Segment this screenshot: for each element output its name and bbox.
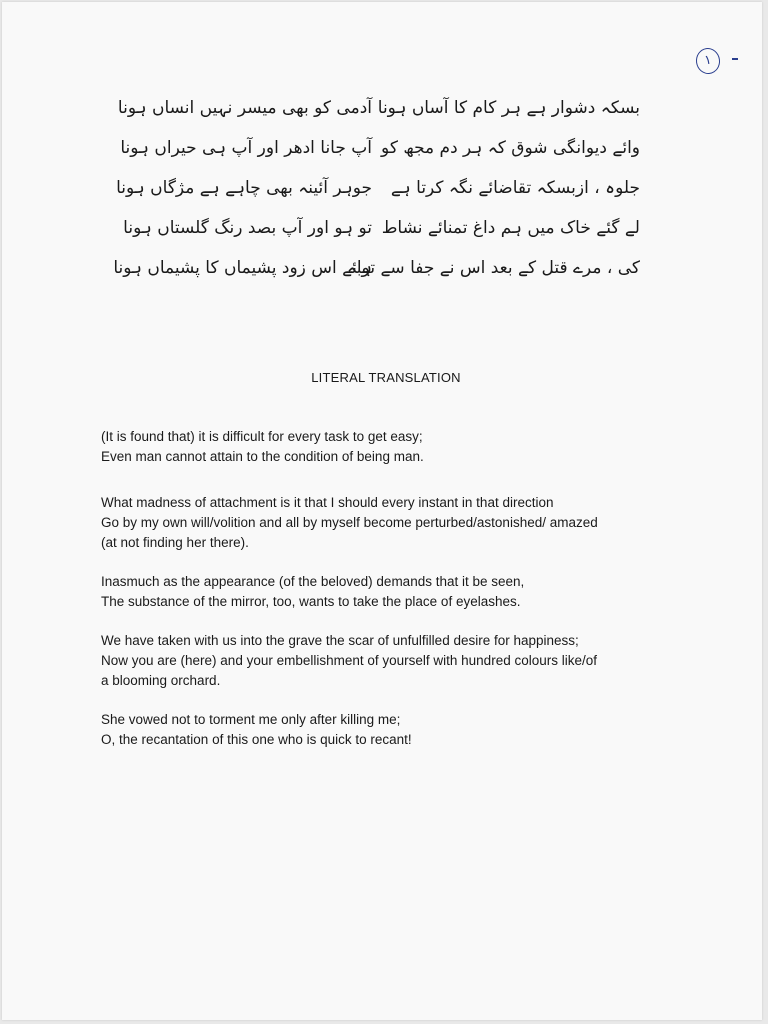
translation-line: a blooming orchard.	[101, 673, 221, 688]
urdu-line: کی ، مرے قتل کے بعد اس نے جفا سے توبہ	[346, 258, 640, 278]
urdu-line: آدمی کو بھی میسر نہیں انساں ہونا	[117, 98, 372, 118]
urdu-line: تو ہو اور آپ بصد رنگ گلستاں ہونا	[123, 218, 372, 238]
urdu-line: لے گئے خاک میں ہم داغ تمنائے نشاط	[381, 218, 640, 238]
translation-line: We have taken with us into the grave the scar of unfulfilled desire for happiness;	[101, 633, 579, 648]
document-page	[2, 2, 762, 1020]
translation-line: She vowed not to torment me only after killing me;	[101, 712, 401, 727]
translation-line: Inasmuch as the appearance (of the beloved) demands that it be seen,	[101, 574, 525, 589]
urdu-line: آپ جانا ادھر اور آپ ہی حیراں ہونا	[120, 138, 372, 158]
translation-line: O, the recantation of this one who is quick to recant!	[101, 732, 412, 747]
urdu-line: جوہر آئینہ بھی چاہے ہے مژگاں ہونا	[116, 178, 372, 198]
translation-line: What madness of attachment is it that I should every instant in that direction	[101, 495, 554, 510]
translation-stanza	[101, 572, 701, 612]
translation-line: Now you are (here) and your embellishment of yourself with hundred colours like/of	[101, 653, 597, 668]
page-number-circle: ١	[694, 46, 721, 75]
urdu-line: جلوہ ، ازبسکہ تقاضائے نگہ کرتا ہے	[390, 178, 640, 198]
urdu-line: ہائے اس زود پشیماں کا پشیماں ہونا	[113, 258, 372, 278]
urdu-line: بسکہ دشوار ہے ہر کام کا آساں ہونا	[377, 98, 640, 118]
translation-heading: LITERAL TRANSLATION	[311, 370, 461, 385]
translation-line: Even man cannot attain to the condition of being man.	[101, 449, 424, 464]
translation-line: (at not finding her there).	[101, 535, 249, 550]
translation-stanza	[101, 493, 701, 553]
translation-stanza	[101, 710, 701, 750]
translation-stanza	[101, 427, 701, 467]
urdu-verse-left-column	[113, 88, 372, 288]
translation-line: Go by my own will/volition and all by myself become perturbed/astonished/ amazed	[101, 515, 598, 530]
page-number-mark	[732, 58, 738, 60]
urdu-line: وائے دیوانگی شوق کہ ہر دم مجھ کو	[381, 138, 640, 158]
translation-body	[101, 427, 701, 769]
translation-stanza	[101, 631, 701, 691]
translation-line: (It is found that) it is difficult for every task to get easy;	[101, 429, 423, 444]
urdu-verse-right-column	[346, 88, 640, 288]
translation-line: The substance of the mirror, too, wants to take the place of eyelashes.	[101, 594, 521, 609]
